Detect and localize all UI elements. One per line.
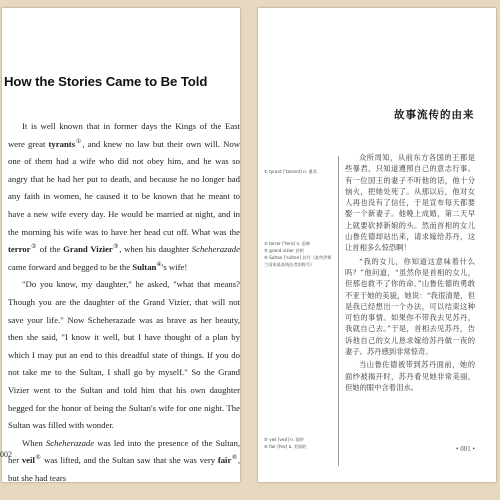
vocab-note: ② terror [ˈterə] n. 恐怖 ③ grand vizier 首相 ④ Sultan [ˈsʌltən] 苏丹（某些伊斯兰国家最高统治者的称号） xyxy=(264,241,332,267)
glossed-word: Sultan xyxy=(132,261,157,272)
italic-name: Scheherazade xyxy=(45,437,95,448)
footnote-mark: ① xyxy=(75,138,83,145)
vocab-note: ① tyrant [ˈtaɪrənt] n. 暴君 xyxy=(264,169,317,174)
text-run: came forward and begged to be the xyxy=(8,261,133,272)
glossed-word: tyrants xyxy=(48,138,76,149)
chinese-title: 故事流传的由来 xyxy=(394,109,475,121)
paragraph-1 xyxy=(8,118,240,276)
text-run: When xyxy=(22,437,46,448)
cn-paragraph: “我的女儿，你知道这意味着什么吗？”他问道，“虽然你是首相的女儿，但那也救不了你的命。”山鲁佐德的勇敢不亚于她的美貌，她说：“我很清楚，但是我已经想出一个办法，可以结束这种可怕的事情。如果你不带我去见苏丹，我就自己去。”于是，首相去见苏丹，告诉他自己的女儿恳求嫁给苏丹做一夜的妻子。苏丹感到非常惊奇。 xyxy=(345,256,475,357)
english-text xyxy=(8,118,240,487)
italic-name: Scheherazade xyxy=(191,244,240,255)
vocab-note: ⑤ veil [veɪl] n. 面纱 ⑥ fair [feə] a. 美丽的 xyxy=(264,437,307,449)
page-number: 002 xyxy=(0,450,12,459)
paragraph-3 xyxy=(8,435,240,488)
left-page xyxy=(2,8,240,482)
cn-paragraph: 众所周知，从前东方各国的王都是些暴君，只知道遵照自己的意志行事。有一位国王的妻子不听他的话，他十分恼火，把她处死了。从那以后，他对女人再也没有了信任，于是宣布每天都要娶一个新妻子。他晚上成婚，第二天早上就要砍掉新娘的头。然而首相的女儿山鲁佐德却站出来，请求嫁给苏丹，这让首相多么惊恐啊！ xyxy=(345,153,475,253)
text-run: 's wife! xyxy=(161,261,188,272)
footnote-mark: ④ xyxy=(156,261,162,268)
footnote-mark: ② xyxy=(30,244,38,251)
glossed-word: fair xyxy=(217,455,232,466)
text-run: , when his daughter xyxy=(119,244,192,255)
glossed-word: veil xyxy=(21,455,35,466)
chinese-text xyxy=(345,152,475,395)
glossed-word: terror xyxy=(8,244,31,255)
cn-paragraph: 当山鲁佐德被带到苏丹面前，她的面纱被揭开时，苏丹看见她非常美丽，但她的眼中含着泪水。 xyxy=(345,360,475,392)
glossed-word: Grand Vizier xyxy=(63,244,113,255)
text-run: of the xyxy=(37,244,64,255)
footnote-mark: ⑥ xyxy=(231,455,238,462)
footnote-mark: ③ xyxy=(112,244,120,251)
footnote-mark: ⑤ xyxy=(34,455,42,462)
paragraph-2: "Do you know, my daughter," he asked, "what that means? Though you are the daughter of the Grand Vizier, that will not save your life." Now Scheherazade was as brave as her beauty, then she said, "I know it well, but I have thought of a plan by which I may put an end to this dreadful state of things. If you do not take me to the Sultan, I shall go by myself." So the Grand Vizier went to the Sultan and told him that his own daughter begged for the honor of being the Sultan's wife for one night. The Sultan was filled with wonder. xyxy=(8,279,240,431)
text-run: , and knew no law but their own will. Now one of them had a wife who did not obey him, and he was so angry that he had her put to death, and because he no longer had any faith in women, he caused it to be known that he meant to have a new wife every day. He would be married at night, and in the morning his wife was to have her head cut off. What was the xyxy=(8,138,240,237)
text-run: , but she had tears xyxy=(8,455,240,483)
page-title: How the Stories Came to Be Told xyxy=(4,74,208,89)
text-run: was lifted, and the Sultan saw that she was very xyxy=(41,455,218,466)
text-run: It is well known that in former days the Kings of the East were great xyxy=(8,121,240,149)
right-page xyxy=(258,8,496,482)
page-number: • 001 • xyxy=(456,445,475,453)
text-run: was led into the presence of the Sultan, her xyxy=(8,437,240,466)
column-divider xyxy=(338,156,339,466)
